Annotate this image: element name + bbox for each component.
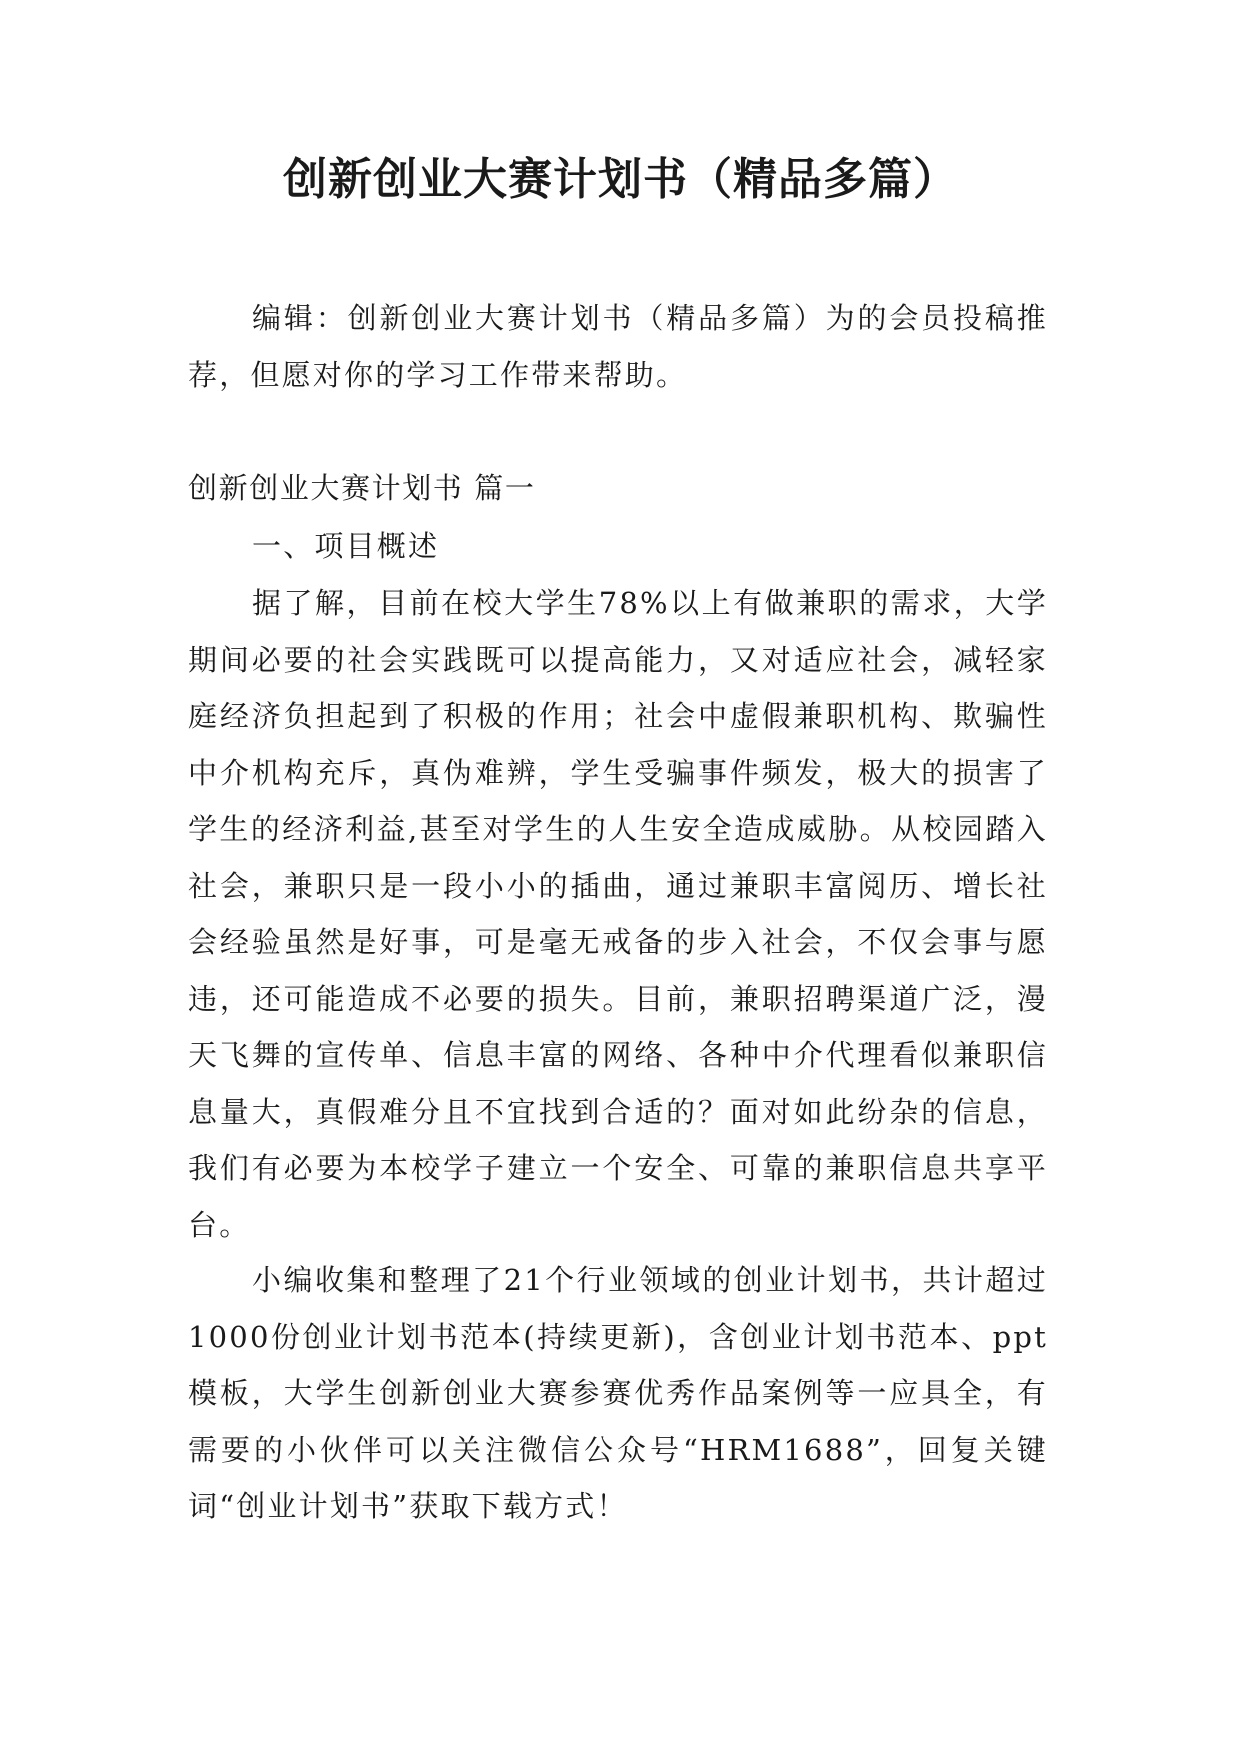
document-title: 创新创业大赛计划书（精品多篇） (283, 154, 958, 205)
item-heading: 一、项目概述 (252, 529, 440, 563)
body-paragraph: 据了解，目前在校大学生78%以上有做兼职的需求，大学期间必要的社会实践既可以提高能力，又对适应社会，减轻家庭经济负担起到了积极的作用；社会中虚假兼职机构、欺骗性中介机构充斥，真伪难辨，学生受骗事件频发，极大的损害了学生的经济利益,甚至对学生的人生安全造成威胁。从校园踏入社会，兼职只是一段小小的插曲，通过兼职丰富阅历、增长社会经验虽然是好事，可是毫无戒备的步入社会，不仅会事与愿违，还可能造成不必要的损失。目前，兼职招聘渠道广泛，漫天飞舞的宣传单、信息丰富的网络、各种中介代理看似兼职信息量大，真假难分且不宜找到合适的？面对如此纷杂的信息，我们有必要为本校学子建立一个安全、可靠的兼职信息共享平台。 (188, 586, 1048, 1242)
section-heading: 创新创业大赛计划书 篇一 (188, 471, 536, 505)
intro-paragraph: 编辑：创新创业大赛计划书（精品多篇）为的会员投稿推荐，但愿对你的学习工作带来帮助。 (188, 301, 1048, 392)
body-paragraph: 小编收集和整理了21个行业领域的创业计划书，共计超过1000份创业计划书范本(持续更新)，含创业计划书范本、ppt模板，大学生创新创业大赛参赛优秀作品案例等一应具全，有需要的小伙伴可以关注微信公众号“HRM1688”，回复关键词“创业计划书”获取下载方式！ (188, 1263, 1048, 1523)
